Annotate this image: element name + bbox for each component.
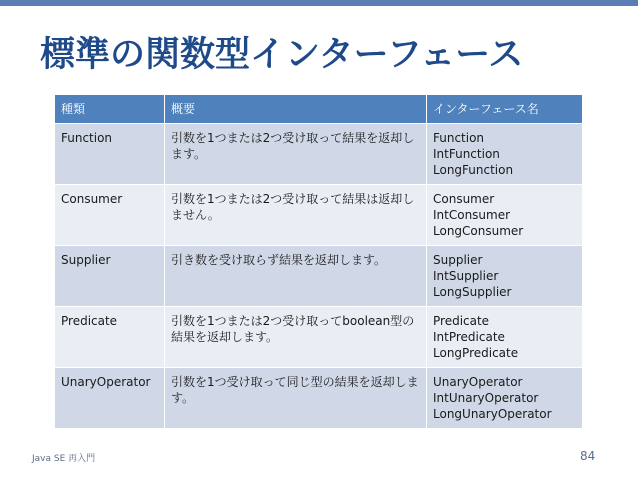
cell-summary: 引数を1つまたは2つ受け取ってboolean型の結果を返却します。 bbox=[165, 307, 427, 368]
interface-name: IntPredicate bbox=[433, 330, 505, 344]
table-row bbox=[55, 368, 583, 429]
cell-kind: Predicate bbox=[55, 307, 165, 368]
header-interface-names: インターフェース名 bbox=[427, 95, 583, 124]
interface-table bbox=[54, 94, 583, 429]
table-row bbox=[55, 185, 583, 246]
table-row bbox=[55, 246, 583, 307]
interface-name: IntUnaryOperator bbox=[433, 391, 539, 405]
interface-name: Predicate bbox=[433, 314, 490, 328]
footer-course-title: Java SE 再入門 bbox=[32, 454, 96, 464]
table-header-row bbox=[55, 95, 583, 124]
page-number: 84 bbox=[580, 449, 596, 463]
interface-name: LongFunction bbox=[433, 163, 514, 177]
table-row bbox=[55, 124, 583, 185]
header-summary: 概要 bbox=[165, 95, 427, 124]
interface-name: Supplier bbox=[433, 253, 483, 267]
interface-name: IntConsumer bbox=[433, 208, 511, 222]
cell-kind: Function bbox=[55, 124, 165, 185]
header-kind: 種類 bbox=[55, 95, 165, 124]
interface-name: LongSupplier bbox=[433, 285, 512, 299]
cell-interface-names bbox=[427, 185, 583, 246]
interface-name: LongUnaryOperator bbox=[433, 407, 552, 421]
top-accent-bar bbox=[0, 0, 638, 6]
slide-title: 標準の関数型インターフェース bbox=[40, 35, 524, 75]
cell-interface-names bbox=[427, 246, 583, 307]
cell-kind: Supplier bbox=[55, 246, 165, 307]
cell-summary: 引き数を受け取らず結果を返却します。 bbox=[165, 246, 427, 307]
cell-kind: UnaryOperator bbox=[55, 368, 165, 429]
interface-name: IntSupplier bbox=[433, 269, 499, 283]
cell-interface-names bbox=[427, 368, 583, 429]
interface-name: Consumer bbox=[433, 192, 495, 206]
cell-interface-names bbox=[427, 307, 583, 368]
cell-summary: 引数を1つまたは2つ受け取って結果を返却します。 bbox=[165, 124, 427, 185]
cell-kind: Consumer bbox=[55, 185, 165, 246]
cell-summary: 引数を1つ受け取って同じ型の結果を返却します。 bbox=[165, 368, 427, 429]
interface-name: UnaryOperator bbox=[433, 375, 523, 389]
interface-name: LongPredicate bbox=[433, 346, 519, 360]
interface-name: IntFunction bbox=[433, 147, 500, 161]
interface-name: LongConsumer bbox=[433, 224, 524, 238]
table-row bbox=[55, 307, 583, 368]
cell-interface-names bbox=[427, 124, 583, 185]
cell-summary: 引数を1つまたは2つ受け取って結果は返却しません。 bbox=[165, 185, 427, 246]
interface-name: Function bbox=[433, 131, 485, 145]
